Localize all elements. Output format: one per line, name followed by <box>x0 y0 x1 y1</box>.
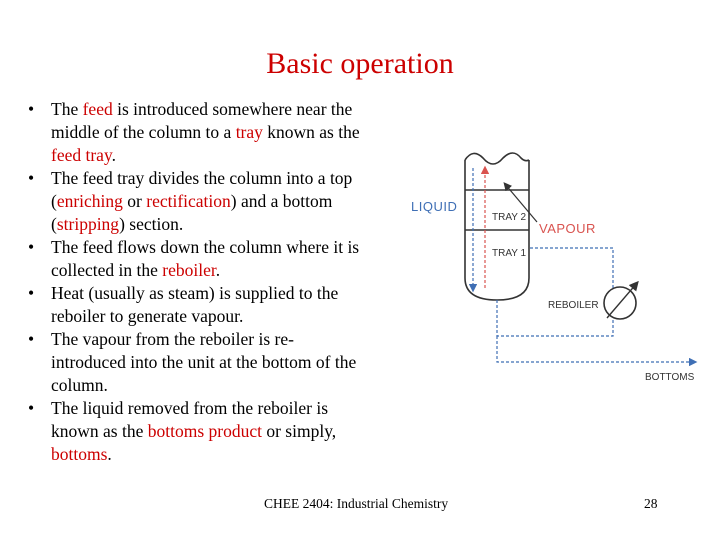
bullet-dot-icon: • <box>28 283 35 303</box>
bullet-item <box>28 397 368 466</box>
bullet-item <box>28 282 368 328</box>
bullet-text: The vapour from the reboiler is re-introduced into the unit at the bottom of the column. <box>51 329 357 395</box>
highlighted-term: bottoms product <box>147 421 262 441</box>
bullet-text: Heat (usually as steam) is supplied to the reboiler to generate vapour. <box>51 283 339 326</box>
bullet-text: or <box>122 191 147 211</box>
highlighted-term: feed tray <box>51 145 112 165</box>
bullet-dot-icon: • <box>28 168 35 188</box>
bullet-text: ) section. <box>119 214 184 234</box>
bullet-text: is introduced somewhere near the middle of the column to a <box>51 99 353 142</box>
highlighted-term: feed <box>82 99 113 119</box>
tray-2-label: TRAY 2 <box>492 212 527 223</box>
column-break-line <box>465 153 529 164</box>
bullet-text: The liquid removed from the reboiler is known as the <box>51 398 329 441</box>
bullet-text: . <box>215 260 221 280</box>
bullet-list <box>28 98 368 466</box>
vapour-label: VAPOUR <box>539 221 596 236</box>
reboiler-label: REBOILER <box>548 300 599 311</box>
bullet-text: or simply, <box>261 421 337 441</box>
bullet-text: known as the <box>262 122 360 142</box>
bullet-dot-icon: • <box>28 329 35 349</box>
slide-title: Basic operation <box>266 47 454 80</box>
highlighted-term: stripping <box>56 214 120 234</box>
bullet-text: ) and a bottom ( <box>51 191 333 234</box>
highlighted-term: rectification <box>146 191 231 211</box>
highlighted-term: enriching <box>56 191 123 211</box>
bullet-item <box>28 98 368 167</box>
highlighted-term: reboiler <box>162 260 216 280</box>
bottoms-label: BOTTOMS <box>645 372 695 383</box>
highlighted-term: bottoms <box>51 444 108 464</box>
bullet-item <box>28 167 368 236</box>
bullet-item <box>28 236 368 282</box>
tray-1-label: TRAY 1 <box>492 248 527 259</box>
bullet-item <box>28 328 368 397</box>
liquid-label: LIQUID <box>411 199 458 214</box>
bullet-dot-icon: • <box>28 99 35 119</box>
bullet-text: The feed tray divides the column into a top ( <box>51 168 353 211</box>
footer-text: CHEE 2404: Industrial Chemistry <box>264 496 449 511</box>
bullet-text: . <box>111 145 116 165</box>
bullet-dot-icon: • <box>28 237 35 257</box>
reboiler-loop <box>497 248 613 336</box>
bullet-dot-icon: • <box>28 398 35 418</box>
bullet-text: The <box>51 99 83 119</box>
highlighted-term: tray <box>235 122 263 142</box>
distillation-column-diagram <box>405 148 710 388</box>
page-number: 28 <box>644 496 658 511</box>
bottoms-line <box>497 336 695 362</box>
bullet-text: . <box>107 444 112 464</box>
bullet-text: The feed flows down the column where it is collected in the <box>51 237 360 280</box>
